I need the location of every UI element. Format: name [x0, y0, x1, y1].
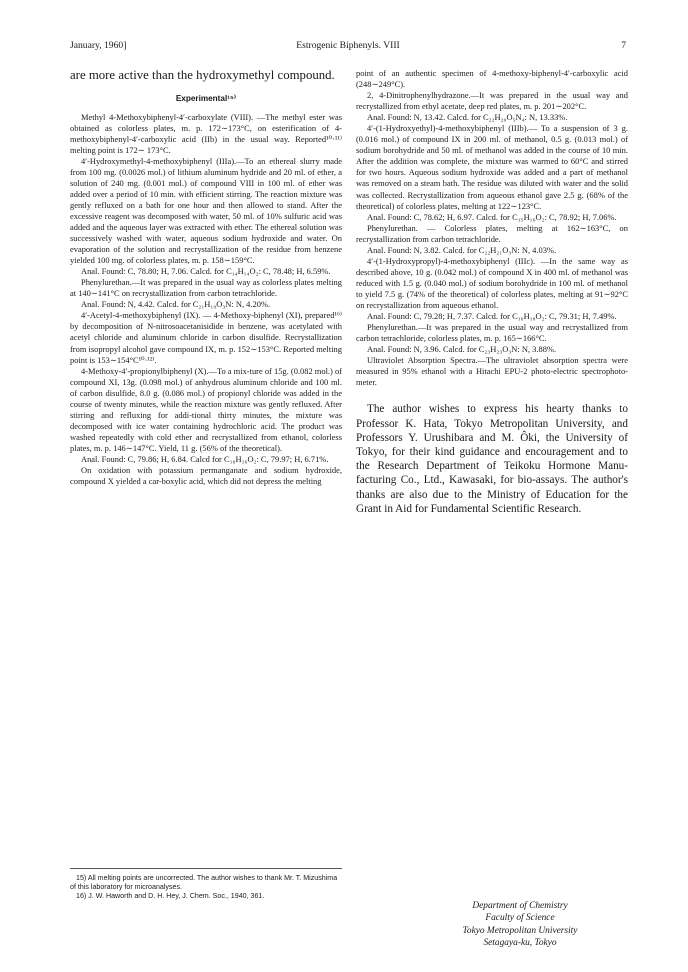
author-affiliation: [420, 900, 620, 950]
affiliation-line: Department of Chemistry: [472, 901, 568, 911]
analysis-line: Anal. Found: C, 78.62; H, 6.97. Calcd. for C₁₅H₁₆O₂: C, 78.92; H, 7.06%.: [367, 211, 617, 222]
paragraph: On oxidation with potassium permanganate and sodium hydroxide, compound X yielded a car-boxylic acid, which did not depress the melting: [70, 465, 342, 487]
footnotes: [70, 868, 342, 902]
analysis-line: Anal. Found: C, 78.80; H, 7.06. Calcd. for C₁₄H₁₄O₂: C, 78.48; H, 6.59%.: [81, 266, 331, 277]
footnote-divider: [70, 868, 342, 869]
intro-text: are more active than the hydroxymethyl compound.: [70, 68, 335, 82]
footnote: 15) All melting points are uncorrected. The author wishes to thank Mr. T. Mizushima of this laboratory for microanalyses.: [70, 874, 338, 892]
paragraph: 4′-(1-Hydroxyethyl)-4-methoxybiphenyl (IIIb).— To a suspension of 3 g. (0.016 mol.) of compound IX in 200 ml. of methanol, 0.5 g. (0.013 mol.) of sodium borohydride and 50 ml. of methanol was added in the course of 10 min. After the addition was complete, the mixture was warmed to 60°C and stirred for two hours. Aqueous sodium hydroxide was added and a part of methanol was removed on a steam bath. The residue was diluted with water and the solid was collected. Recrystallization from aqueous ethanol gave 2.5 g. (68% of the theoretical) of colorless plates, melting at 122∼123°C.: [356, 123, 628, 211]
paragraph: 4′-Acetyl-4-methoxybiphenyl (IX). — 4-Methoxy-biphenyl (XI), prepared¹⁶⁾ by decomposition of N-nitrosoacetanisidide in benzene, was acetylated with acetyl chloride and aluminum chloride in carbon disulfide. Recrystallization from isopropyl alcohol gave compound IX, m. p. 152∼153°C. Reported melting point is 153∼154°C¹⁰·¹²⁾.: [70, 310, 342, 365]
acknowledgement: The author wishes to express his hearty thanks to Professor K. Hata, Tokyo Metropolitan University, and Professors Y. Urushibara and M. Ôki, the University of Tokyo, for their kind guidance and encouragement and to the Research Department of Teikoku Hormone Manu-facturing Co., Ltd., Kawasaki, for bio-assays. The author's thanks are also due to the Ministry of Education for the Grant in Aid for Fundamental Scientific Research.: [356, 403, 628, 515]
paragraph: 4′-Hydroxymethyl-4-methoxybiphenyl (IIIa).—To an ethereal slurry made from 100 mg. (0.0026 mol.) of lithium aluminum hydride and 20 ml. of ether, a solution of 240 mg. (0.001 mol.) of compound VIII in 100 ml. of ether was added over a period of 10 min. with efficient stirring. The reaction mixture was gently refluxed on a bath for one hour and then allowed to stand. After the excessive reagent was decomposed with water, 50 ml. of 10% sulfuric acid was added and the aqueous layer was extracted with ether. The ethereal solution was successively washed with water, aqueous sodium hydroxide and water. On evaporation of the solution and recrystallization of the residue from benzene yielded 100 mg. of colorless plates, m. p. 158∼159°C.: [70, 155, 342, 266]
affiliation-line: Setagaya-ku, Tokyo: [483, 938, 557, 949]
analysis-line: Anal. Found: N, 3.96. Calcd. for C₂₃H₂₃O₃N: N, 3.88%.: [367, 344, 557, 355]
analysis-line: Anal. Found: N, 4.42. Calcd. for C₂₁H₁₉O₃N: N, 4.20%.: [81, 299, 271, 310]
analysis-line: Anal. Found: C, 79.86; H, 6.84. Calcd for C₁₆H₁₆O₂: C, 79.97; H, 6.71%.: [81, 454, 329, 464]
paragraph: 2, 4-Dinitrophenylhydrazone.—It was prepared in the usual way and recrystallized from ethyl acetate, deep red plates, m. p. 201∼202°C.: [356, 90, 628, 112]
header-date: January, 1960]: [70, 40, 127, 51]
paragraph: point of an authentic specimen of 4-methoxy-biphenyl-4′-carboxylic acid (248∼249°C).: [356, 68, 628, 90]
analysis-line: Anal. Found: N, 13.42. Calcd. for C₂₂H₂₀O₅N₄: N, 13.33%.: [367, 112, 568, 123]
paragraph: Phenylurethan. — Colorless plates, melting at 162∼163°C, on recrystallization from carbon tetrachloride.: [356, 222, 628, 244]
analysis-line: Anal. Found: C, 79.28; H, 7.37. Calcd. for C₁₆H₁₈O₂: C, 79.31; H, 7.49%.: [367, 311, 617, 322]
paragraph: 4′-(1-Hydroxypropyl)-4-methoxybiphenyl (IIIc). —In the same way as described above, 10 g. (0.042 mol.) of compound X in 400 ml. of methanol was reduced with 1.5 g. (0.040 mol.) of sodium borohydride in 100 ml. of methanol to yield 7.5 g. (74% of the theoretical) of colorless plates, melting at 91∼92°C on recrystallization from aqueous ethanol.: [356, 255, 628, 310]
header-title: Estrogenic Biphenyls. VIII: [296, 40, 400, 51]
paragraph: Phenylurethan.—It was prepared in the usual way as colorless plates melting at 140∼141°C on recrystallization from carbon tetrachloride.: [70, 277, 342, 299]
section-heading: Experimental¹⁵⁾: [175, 93, 237, 103]
paragraph: Ultraviolet Absorption Spectra.—The ultraviolet absorption spectra were measured in 95% ethanol with a Hitachi EPU-2 photo-electric spectrophoto-meter.: [356, 355, 628, 388]
analysis-line: Anal. Found: N, 3.82. Calcd. for C₂₂H₂₁O₃N: N, 4.03%.: [367, 244, 557, 255]
paragraph: 4-Methoxy-4′-propionylbiphenyl (X).—To a mix-ture of 15g. (0.082 mol.) of compound XI, 13g. (0.098 mol.) of anhydrous aluminum chloride and 100 ml. of carbon disulfide, 8.0 g. (0.086 mol.) of propionyl chloride was added in the course of twenty minutes, while the reaction mixture was gently refluxed. After stirring and refluxing for addi-tional thirty minutes, the mixture was decomposed with ice water containing hydrochloric acid. The product was washed repeatedly with cold ether and recrystallized from ethanol, colorless plates, m. p. 146∼147°C. Yield, 11 g. (56% of the theoretical).: [70, 365, 342, 453]
right-column: [356, 68, 628, 528]
left-column: [70, 68, 342, 487]
paragraph: Phenylurethan.—It was prepared in the usual way and recrystallized from carbon tetrachloride, colorless plates, m. p. 165∼166°C.: [356, 322, 628, 344]
paragraph: Methyl 4-Methoxybiphenyl-4′-carboxylate (VIII). —The methyl ester was obtained as colorless plates, m. p. 172∼173°C, on esterification of 4-methoxybiphenyl-4′-carboxylic acid (IIb) in the usual way. Reported¹⁰·¹¹⁾ melting point is 172∼ 173°C.: [70, 111, 342, 155]
page-number: 7: [621, 40, 626, 51]
affiliation-line: Faculty of Science: [485, 913, 555, 924]
footnote: 16) J. W. Haworth and D. H. Hey, J. Chem. Soc., 1940, 361.: [76, 892, 265, 901]
affiliation-line: Tokyo Metropolitan University: [462, 925, 578, 936]
running-header: [70, 40, 626, 54]
